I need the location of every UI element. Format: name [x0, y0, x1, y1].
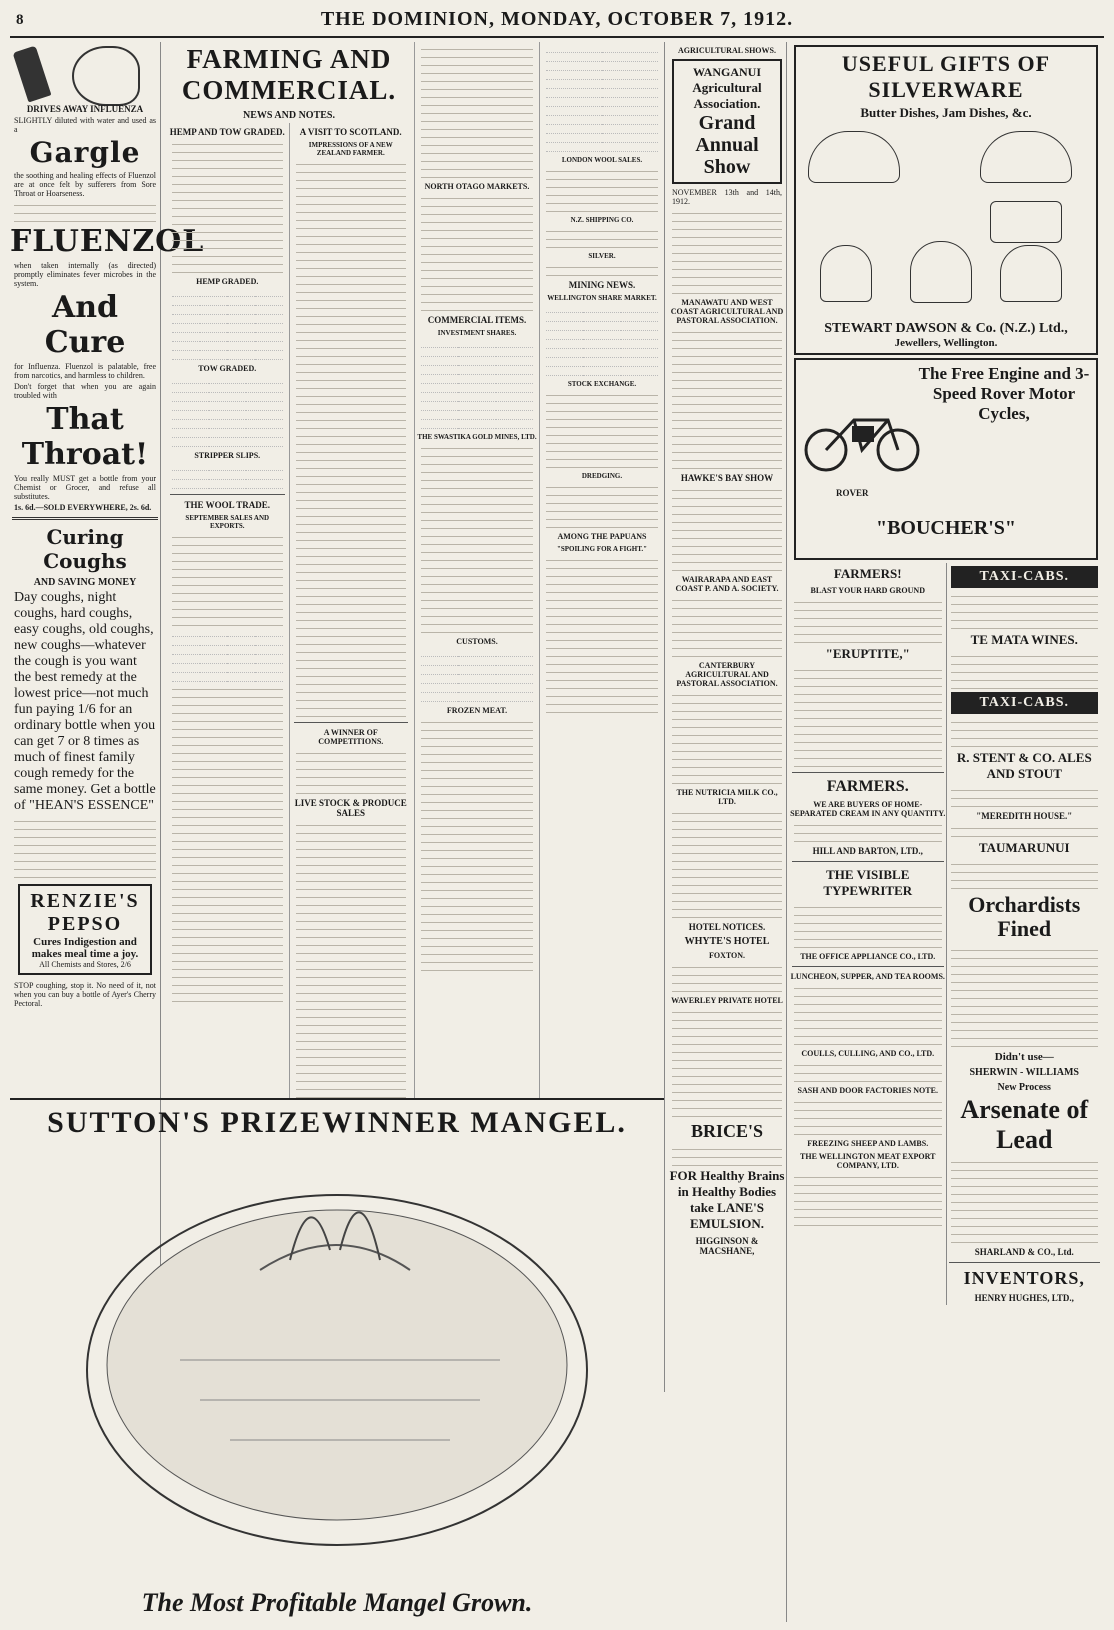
text-block — [951, 785, 1099, 807]
divider — [792, 772, 944, 773]
arsenate-of-lead: Arsenate of Lead — [960, 1095, 1089, 1154]
page-number: 8 — [16, 12, 24, 28]
papuans-subheading: "SPOILING FOR A FIGHT." — [556, 545, 648, 553]
demon-figure-icon — [72, 46, 140, 106]
text-block — [672, 690, 782, 784]
coulls-culling: COULLS, CULLING, AND CO., LTD. — [801, 1049, 935, 1058]
divider — [792, 861, 944, 862]
farmers-heading: FARMERS! — [833, 566, 902, 581]
henry-hughes: HENRY HUGHES, LTD., — [974, 1293, 1074, 1303]
text-block — [296, 748, 407, 794]
text-block — [794, 1097, 942, 1135]
text-block — [421, 443, 533, 633]
divider — [949, 1262, 1101, 1263]
north-otago-heading: NORTH OTAGO MARKETS. — [424, 182, 530, 191]
silverware-title: USEFUL GIFTS OF SILVERWARE — [841, 51, 1051, 102]
text-block — [794, 1060, 942, 1082]
commercial-heading: COMMERCIAL ITEMS. — [427, 315, 527, 325]
fluenzol-body: when taken internally (as directed) promptly eliminates fever microbes in the system. — [14, 261, 156, 288]
text-block — [672, 327, 782, 469]
mangel-title: SUTTON'S PRIZEWINNER MANGEL. — [47, 1106, 627, 1139]
freezing-sheep: FREEZING SHEEP AND LAMBS. — [807, 1139, 929, 1148]
silverware-illustrations — [800, 125, 1092, 315]
stripper-heading: STRIPPER SLIPS. — [194, 451, 261, 460]
text-block — [672, 962, 782, 992]
mining-heading: MINING NEWS. — [568, 280, 636, 290]
text-block — [794, 902, 942, 948]
text-block — [951, 1157, 1099, 1243]
bottle-icon — [13, 46, 52, 103]
meredith-house: "MEREDITH HOUSE." — [976, 811, 1073, 821]
farming-header: FARMING AND COMMERCIAL. — [181, 44, 397, 105]
throat-heading: That Throat! — [21, 402, 149, 472]
grand-annual-show: Grand Annual Show — [695, 112, 759, 178]
column4-split — [790, 563, 1102, 1305]
text-block — [951, 651, 1099, 689]
taxi-cabs-ad: TAXI-CABS. — [951, 566, 1099, 588]
hemp-heading: HEMP AND TOW GRADED. — [169, 127, 285, 137]
share-table — [546, 304, 658, 376]
text-block — [14, 816, 156, 878]
text-block — [794, 983, 942, 1045]
hemp-column — [166, 123, 290, 1100]
text-block — [951, 859, 1099, 889]
andcure-body: for Influenza. Fluenzol is palatable, free from narcotics, and harmless to children. — [14, 362, 156, 380]
frozen-meat-heading: FROZEN MEAT. — [446, 706, 508, 715]
visit-subheading: IMPRESSIONS OF A NEW ZEALAND FARMER. — [308, 141, 393, 157]
visible-typewriter: THE VISIBLE TYPEWRITER — [823, 867, 913, 898]
taumarunui: TAUMARUNUI — [978, 840, 1070, 855]
text-block — [794, 597, 942, 643]
rover-label: ROVER — [836, 488, 869, 498]
slightly-text: SLIGHTLY diluted with water and used as a — [14, 116, 156, 134]
text-block — [951, 945, 1099, 1047]
text-block — [172, 684, 283, 1002]
text-block — [14, 200, 156, 222]
text-block — [951, 717, 1099, 747]
text-block — [546, 226, 658, 248]
lanes-emulsion-ad: FOR Healthy Brains in Healthy Bodies take LANE'S EMULSION. — [669, 1168, 785, 1231]
inventors-heading: INVENTORS, — [963, 1268, 1085, 1288]
renzie-subtitle: Cures Indigestion and makes meal time a joy. — [31, 936, 139, 960]
silverware-subtitle: Butter Dishes, Jam Dishes, &c. — [860, 105, 1032, 120]
agricultural-shows-heading: AGRICULTURAL SHOWS. — [678, 46, 776, 55]
renzie-title: RENZIE'S PEPSO — [30, 890, 140, 935]
text-block — [672, 1007, 782, 1117]
news-and-notes: NEWS AND NOTES. — [243, 110, 335, 121]
renzie-pepso-ad — [18, 884, 152, 975]
curing-coughs-heading: Curing Coughs — [43, 525, 127, 573]
text-block — [546, 262, 658, 276]
farming-subcolumns — [164, 42, 664, 1100]
bouchers-title: "BOUCHER'S" — [875, 517, 1016, 539]
wanganui-title: WANGANUI — [692, 65, 761, 79]
livestock-heading: LIVE STOCK & PRODUCE SALES — [294, 798, 407, 818]
wool-subheading: SEPTEMBER SALES AND EXPORTS. — [185, 514, 270, 530]
canterbury-heading: CANTERBURY AGRICULTURAL AND PASTORAL ASSOCIATION. — [676, 661, 778, 688]
butter-dish-icon — [980, 131, 1072, 183]
suttons-mangel-ad — [10, 1098, 664, 1628]
te-mata-wines: TE MATA WINES. — [970, 632, 1078, 647]
jewellers-wellington: Jewellers, Wellington. — [894, 337, 998, 349]
sherwin-williams: SHERWIN - WILLIAMS — [969, 1067, 1079, 1078]
engine-title: The Free Engine and 3-Speed Rover Motor Cycles, — [918, 364, 1090, 423]
text-block — [951, 823, 1099, 837]
text-block — [546, 166, 658, 212]
office-appliance: THE OFFICE APPLIANCE CO., LTD. — [800, 952, 936, 961]
text-block — [421, 717, 533, 971]
customs-table — [421, 648, 533, 702]
wanganui-assoc: Agricultural Association. — [692, 80, 762, 111]
divider — [170, 494, 285, 495]
gargle-heading: Gargle — [29, 136, 141, 169]
text-block — [672, 208, 782, 294]
waverley-hotel: WAVERLEY PRIVATE HOTEL — [671, 996, 783, 1005]
wanganui-show-ad — [672, 59, 782, 184]
hemp-graded-heading: HEMP GRADED. — [196, 277, 259, 286]
text-block — [794, 665, 942, 767]
commercial-column — [415, 42, 540, 1100]
meat-export: THE WELLINGTON MEAT EXPORT COMPANY, LTD. — [800, 1152, 936, 1170]
text-block — [672, 808, 782, 918]
text-block — [546, 390, 658, 468]
swastika-heading: THE SWASTIKA GOLD MINES, LTD. — [417, 433, 537, 441]
column-retail-ads — [790, 42, 1102, 1622]
fluenzol-heading: FLUENZOL — [10, 224, 205, 259]
foxton: FOXTON. — [708, 951, 746, 960]
sash-door: SASH AND DOOR FACTORIES NOTE. — [797, 1086, 938, 1095]
text-block — [172, 532, 283, 626]
coughs-body: Day coughs, night coughs, hard coughs, easy coughs, old coughs, new coughs—whatever the cough is you want the best remedy at the lowest price—not much fun paying 1/6 for an ordinary bottle when you can get 7 or 8 times as much of finest family cough remedy for the same money. Get a bottle of "HEAN'S ESSENCE" — [14, 590, 156, 813]
forget-text: Don't forget that when you are again troubled with — [14, 382, 156, 400]
motorcycle-icon — [802, 390, 922, 480]
andcure-heading: And Cure — [44, 290, 126, 360]
hill-barton: HILL AND BARTON, LTD., — [812, 846, 923, 856]
tow-table — [172, 375, 283, 447]
stripper-table — [172, 462, 283, 489]
text-block — [672, 595, 782, 657]
winner-heading: A WINNER OF COMPETITIONS. — [318, 728, 384, 746]
text-block — [951, 591, 1099, 629]
eruptite-heading: "ERUPTITE," — [825, 646, 910, 661]
stock-exchange-heading: STOCK EXCHANGE. — [567, 380, 637, 388]
text-block — [794, 1172, 942, 1226]
text-block — [672, 1144, 782, 1166]
wool-heading: THE WOOL TRADE. — [184, 500, 270, 510]
luncheon: LUNCHEON, SUPPER, AND TEA ROOMS. — [790, 972, 945, 981]
divider — [12, 517, 158, 520]
column-shows-and-hotels — [668, 42, 787, 1622]
mining-column — [540, 42, 664, 1100]
honey-jar-icon — [1000, 245, 1062, 302]
blast-heading: BLAST YOUR HARD GROUND — [810, 586, 925, 595]
tow-graded-heading: TOW GRADED. — [198, 364, 257, 373]
hawkes-bay-heading: HAWKE'S BAY SHOW — [680, 473, 774, 483]
farmers-cream-heading: FARMERS. — [826, 778, 909, 795]
investment-heading: INVESTMENT SHARES. — [437, 329, 517, 337]
text-block — [296, 820, 407, 1098]
mangel-tagline: The Most Profitable Mangel Grown. — [141, 1588, 533, 1617]
customs-heading: CUSTOMS. — [456, 637, 498, 646]
text-block — [296, 159, 407, 717]
wool-sales-heading: LONDON WOOL SALES. — [561, 156, 643, 164]
hemp-table — [172, 288, 283, 360]
text-block — [546, 482, 658, 528]
butter-dish-icon — [808, 131, 900, 183]
divider — [294, 722, 409, 723]
sold-everywhere: 1s. 6d.—SOLD EVERYWHERE, 2s. 6d. — [14, 503, 152, 512]
butter-dish-icon — [990, 201, 1062, 243]
wairarapa-heading: WAIRARAPA AND EAST COAST P. AND A. SOCIETY. — [675, 575, 779, 593]
column4-left — [790, 563, 947, 1305]
visit-heading: A VISIT TO SCOTLAND. — [299, 127, 402, 137]
farming-left-block — [164, 42, 415, 1100]
drives-away-caption: DRIVES AWAY INFLUENZA — [26, 104, 144, 114]
dredging-heading: DREDGING. — [581, 472, 623, 480]
manawatu-heading: MANAWATU AND WEST COAST AGRICULTURAL AND PASTORAL ASSOCIATION. — [670, 298, 784, 325]
mangel-illustration — [60, 1160, 614, 1560]
taxi-cabs-ad-2: TAXI-CABS. — [951, 692, 1099, 714]
influenza-illustration — [12, 44, 158, 114]
masthead — [10, 6, 1104, 38]
gargle-body: the soothing and healing effects of Fluenzol are at once felt by sufferers from Sore Throat or Hoarseness. — [14, 171, 156, 198]
stewart-dawson: STEWART DAWSON & Co. (N.Z.) Ltd., — [824, 321, 1068, 336]
silverware-ad — [794, 45, 1098, 355]
renzie-price: All Chemists and Stores, 2/6 — [39, 960, 131, 969]
wellington-share-heading: WELLINGTON SHARE MARKET. — [547, 294, 657, 302]
cream-text: WE ARE BUYERS OF HOME-SEPARATED CREAM IN ANY QUANTITY. — [790, 800, 946, 818]
rover-motorcycle-ad — [794, 358, 1098, 560]
text-block — [546, 555, 658, 713]
investment-table — [421, 339, 533, 429]
hemp-visit-row — [166, 123, 412, 1100]
text-block — [672, 485, 782, 571]
divider — [792, 966, 944, 967]
nutricia-heading: THE NUTRICIA MILK CO., LTD. — [676, 788, 778, 806]
hotel-notices-heading: HOTEL NOTICES. — [688, 922, 766, 932]
nz-shipping-heading: N.Z. SHIPPING CO. — [570, 216, 634, 224]
text-block — [421, 193, 533, 311]
orchardists-fined: Orchardists Fined — [968, 892, 1081, 941]
throat-body: You really MUST get a bottle from your Chemist or Grocer, and refuse all substitutes. — [14, 474, 156, 501]
text-block — [794, 820, 942, 842]
jam-jar-icon — [820, 245, 872, 302]
visit-column — [290, 123, 413, 1100]
new-process: New Process — [997, 1082, 1051, 1093]
saving-money-subheading: AND SAVING MONEY — [33, 577, 137, 588]
silver-heading: SILVER. — [588, 252, 616, 260]
brices-heading: BRICE'S — [690, 1121, 764, 1141]
sharland: SHARLAND & CO., Ltd. — [974, 1247, 1074, 1257]
whytes-hotel: WHYTE'S HOTEL — [684, 936, 770, 947]
text-block — [421, 44, 533, 178]
masthead-title: THE DOMINION, MONDAY, OCTOBER 7, 1912. — [320, 8, 794, 30]
stop-coughing-text: STOP coughing, stop it. No need of it, not when you can buy a bottle of Ayer's Cherry Pectoral. — [14, 981, 156, 1008]
column4-right — [947, 563, 1103, 1305]
text-block — [172, 139, 283, 273]
papuans-heading: AMONG THE PAPUANS — [557, 532, 647, 541]
jam-jar-icon — [910, 241, 972, 303]
show-dates: NOVEMBER 13th and 14th, 1912. — [672, 188, 782, 206]
didnt-use: Didn't use— — [994, 1051, 1054, 1063]
stent-ales: R. STENT & CO. ALES AND STOUT — [956, 750, 1092, 781]
market-table — [546, 44, 658, 152]
higginson-heading: HIGGINSON & MACSHANE, — [695, 1236, 759, 1256]
wool-table — [172, 628, 283, 682]
